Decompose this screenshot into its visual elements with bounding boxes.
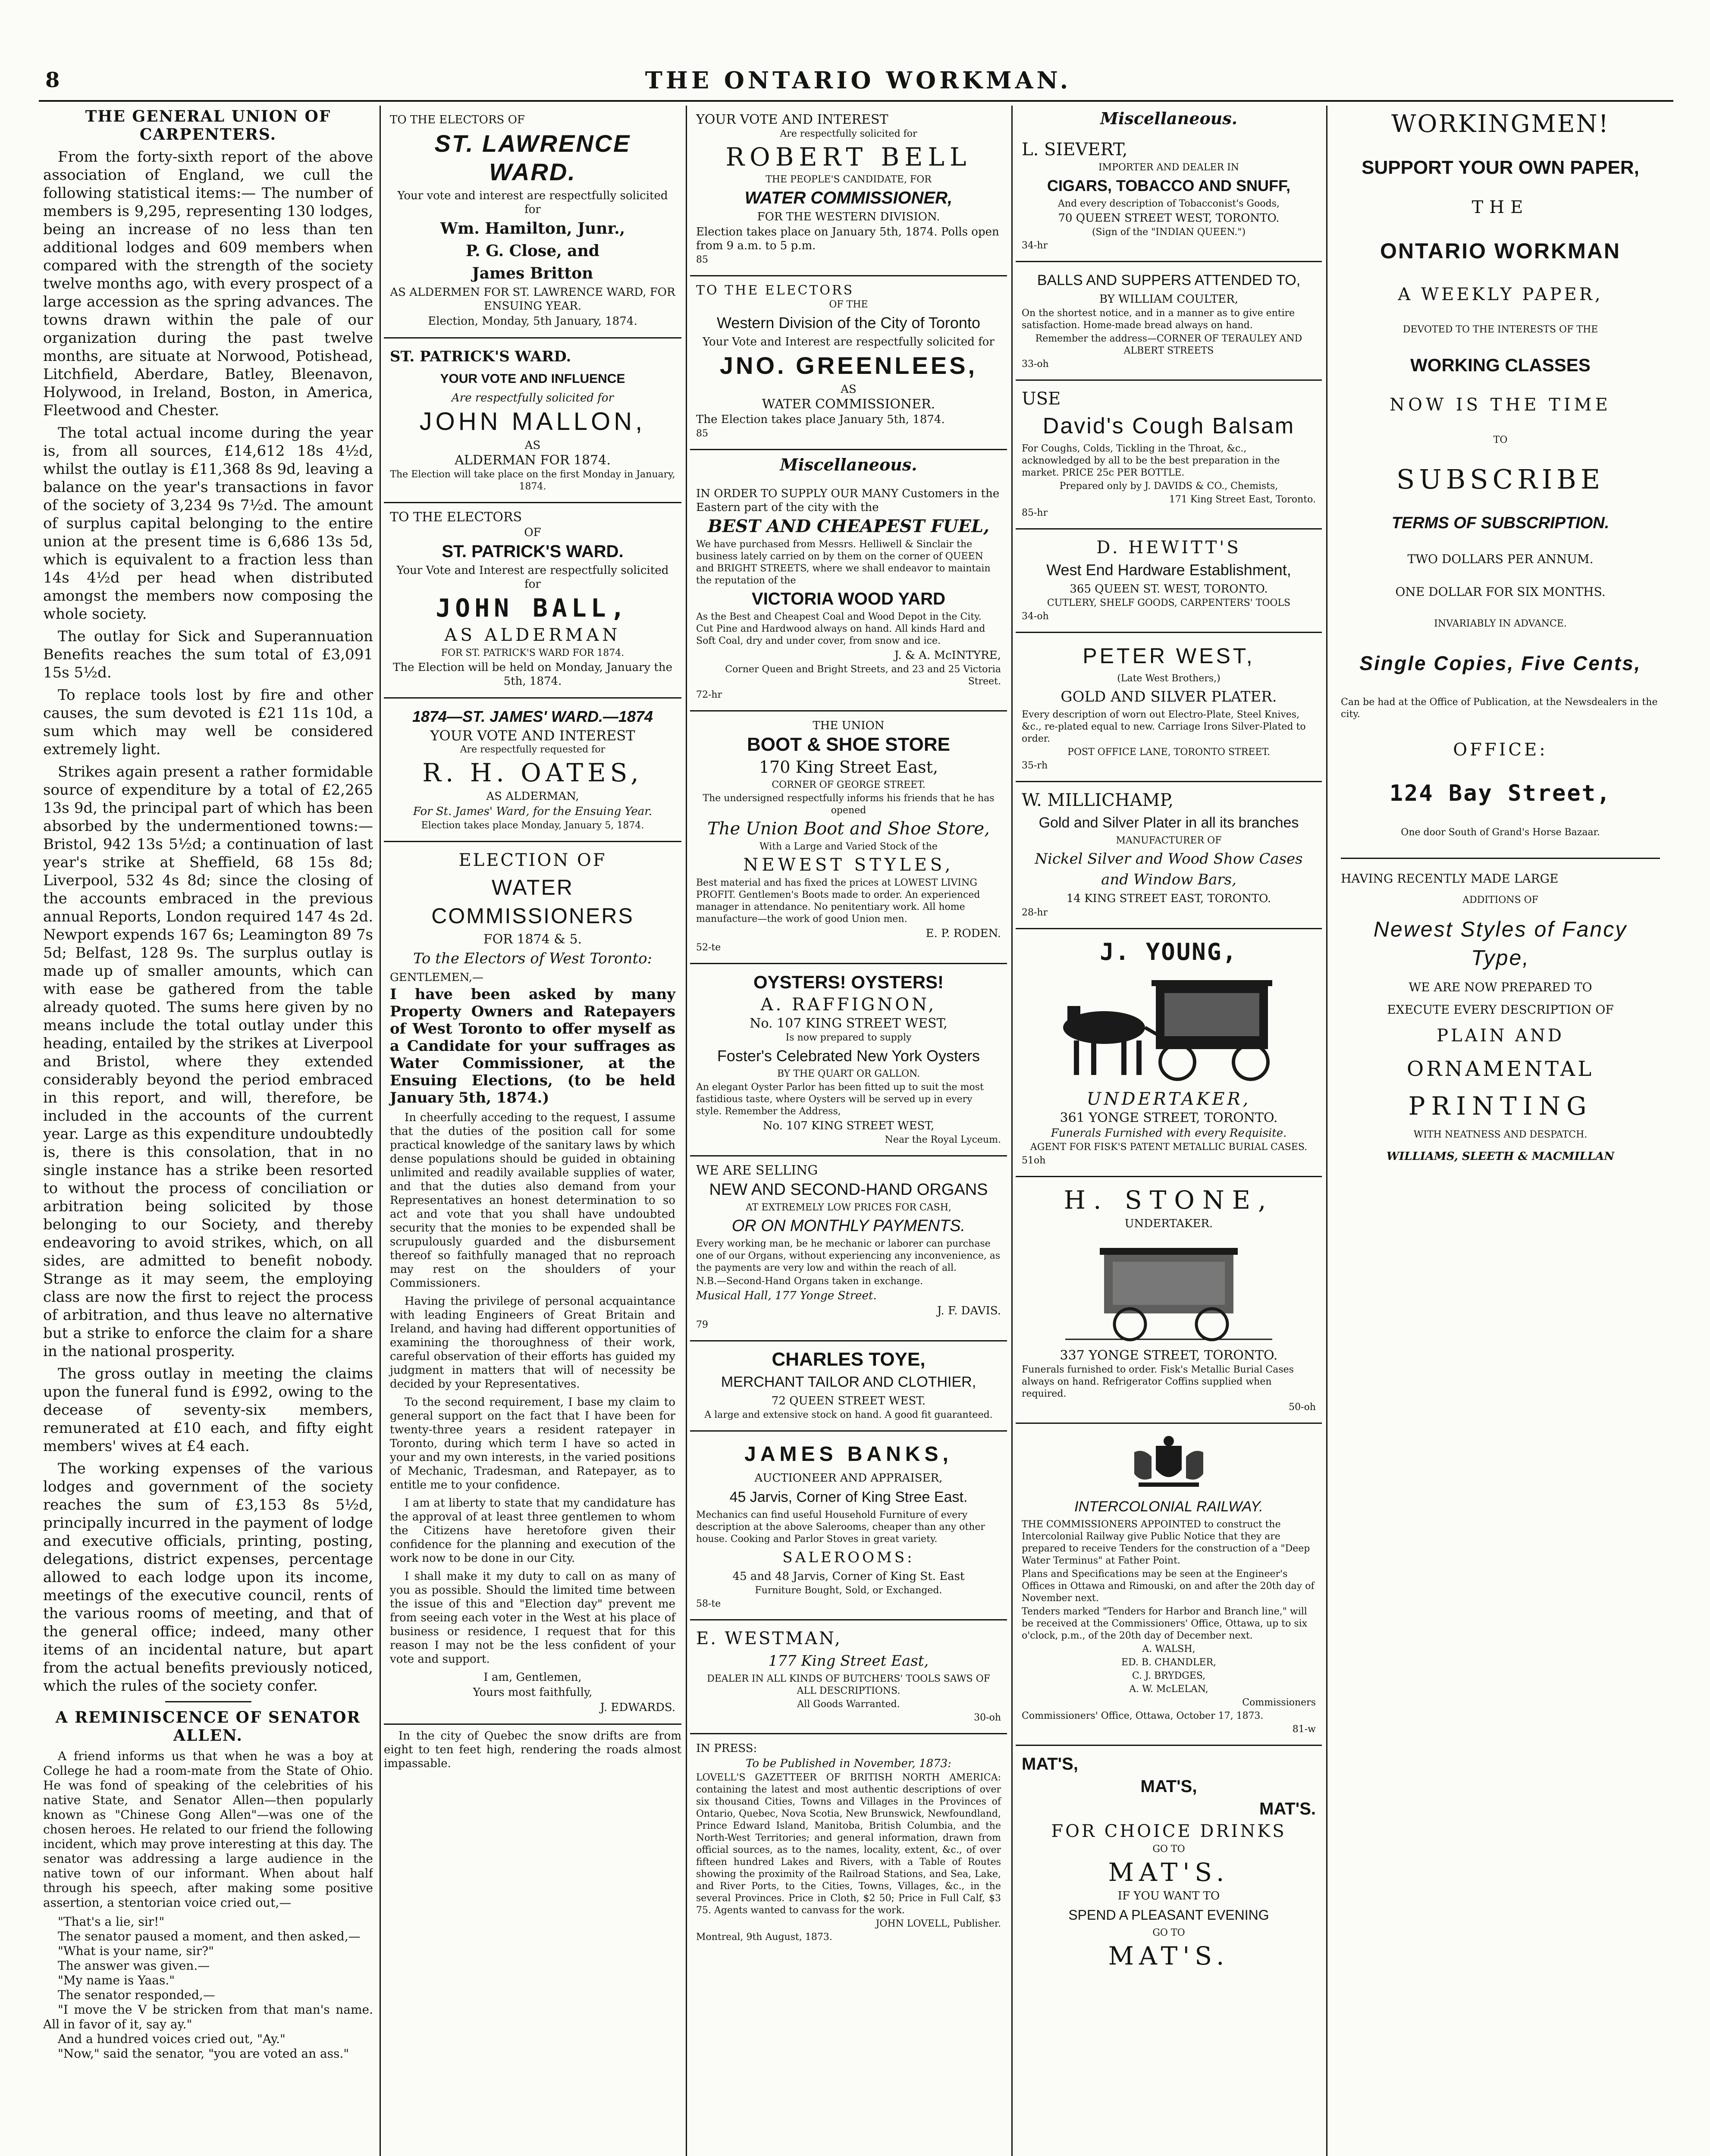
ad-title: ST. PATRICK'S WARD.: [442, 542, 624, 561]
ad-title: MAT'S.: [1108, 1858, 1230, 1887]
ad-line: The Election will be held on Monday, January the 5th, 1874.: [393, 661, 672, 688]
candidate-name: James Britton: [472, 264, 593, 282]
article-paragraph: "I move the V be stricken from that man's name. All in favor of it, say ay.": [43, 2002, 373, 2031]
ad-line: Are respectfully requested for: [460, 744, 606, 755]
masthead: [39, 65, 1678, 99]
ad-millichamp: [1016, 782, 1322, 929]
ad-code: 79: [696, 1319, 708, 1330]
ad-line: Funerals furnished to order. Fisk's Metallic Burial Cases always on hand. Refrigerator Coffins supplied when required.: [1022, 1364, 1294, 1399]
promo-line: HAVING RECENTLY MADE LARGE: [1341, 871, 1559, 886]
ad-line: GO TO: [1152, 1927, 1185, 1938]
ad-line: FOR ST. PATRICK'S WARD FOR 1874.: [441, 648, 624, 658]
ad-title: ST. PATRICK'S WARD.: [390, 348, 571, 365]
article-paragraph: The gross outlay in meeting the claims upon the funeral fund is £992, owing to the decease of seventy-six members, remunerated at £10 each, and fifty eight members' wives at £4 each.: [43, 1365, 373, 1455]
promo-line: WORKING CLASSES: [1410, 355, 1591, 375]
ad-intercolonial-railway: [1016, 1424, 1322, 1746]
ad-line: Election takes place on January 5th, 1874. Polls open from 9 a.m. to 5 p.m.: [696, 226, 999, 252]
ad-line: (Sign of the "INDIAN QUEEN."): [1092, 227, 1246, 238]
column-rule: [1011, 106, 1013, 2156]
promo-title: ONTARIO WORKMAN: [1380, 239, 1621, 263]
ad-line: THE UNION: [813, 719, 885, 732]
ad-title: OR ON MONTHLY PAYMENTS.: [731, 1217, 966, 1235]
article-paragraph: The answer was given.—: [58, 1959, 210, 1973]
column-trade-ads: [1016, 106, 1322, 2156]
ad-coulter: [1016, 262, 1322, 381]
news-item: In the city of Quebec the snow drifts are from eight to ten feet high, rendering the roads almost impassable.: [384, 1730, 681, 1770]
ad-line: I have been asked by many Property Owners and Ratepayers of West Toronto to offer myself as a Candidate for your suffrages as Water Commissioner, at the Ensuing Elections, (to be held January 5th, 1874.): [390, 986, 675, 1106]
promo-line: THE: [1472, 197, 1529, 217]
ad-line: AGENT FOR FISK'S PATENT METALLIC BURIAL CASES.: [1030, 1142, 1308, 1153]
ad-line: As the Best and Cheapest Coal and Wood Depot in the City. Cut Pine and Hardwood always on hand. All kinds Hard and Soft Coal, dry and under cover, from snow and ice.: [696, 611, 985, 646]
ad-line: ALDERMAN FOR 1874.: [455, 453, 611, 468]
promo-line: WE ARE NOW PREPARED TO: [1409, 980, 1592, 994]
ad-line: CIGARS, TOBACCO AND SNUFF,: [1047, 177, 1290, 194]
promo-title: PRINTING: [1408, 1091, 1593, 1121]
promo-line: TERMS OF SUBSCRIPTION.: [1391, 514, 1610, 532]
ad-paragraph: I am at liberty to state that my candidature has the approval of at least three gentlemen to whom the Citizens have heretofore given their confidence for the planning and execution of the work now to be done in our City.: [390, 1497, 675, 1565]
ad-line: Are respectfully solicited for: [452, 392, 614, 404]
ad-james-banks: [690, 1432, 1007, 1620]
ad-union-boot-shoe: [690, 711, 1007, 964]
ad-line: For St. James' Ward, for the Ensuing Year.: [413, 805, 653, 818]
ad-line: WE ARE SELLING: [696, 1163, 818, 1178]
ad-code: 81-w: [1292, 1724, 1316, 1735]
ad-davids-cough-balsam: [1016, 381, 1322, 530]
hearse-engraving: [1057, 1236, 1281, 1344]
ad-line: GENTLEMEN,—: [390, 971, 484, 984]
ad-line: Prepared only by J. DAVIDS & CO., Chemists,: [1059, 481, 1278, 492]
ad-line: FOR 1874 & 5.: [483, 932, 582, 947]
article-heading-senator: A REMINISCENCE OF SENATOR ALLEN.: [55, 1708, 361, 1745]
section-heading-miscellaneous: Miscellaneous.: [1100, 109, 1238, 128]
ad-paragraph: I shall make it my duty to call on as many of you as possible. Should the limited time between the issue of this and "Election day" prevent me from seeing each voter in the West at his place of business or residence, I request that for this reason I may not be the less confident of your vote and support.: [390, 1570, 675, 1666]
ad-title: BALLS AND SUPPERS ATTENDED TO,: [1037, 272, 1301, 288]
ad-sievert: [1016, 132, 1322, 262]
ad-young-undertaker: [1016, 929, 1322, 1177]
ad-line: IN PRESS:: [696, 1742, 757, 1755]
ad-title: H. STONE,: [1064, 1185, 1274, 1215]
ad-line: To be Published in November, 1873:: [746, 1757, 951, 1770]
ad-line: YOUR VOTE AND INFLUENCE: [440, 372, 625, 386]
promo-line: EXECUTE EVERY DESCRIPTION OF: [1387, 1003, 1614, 1017]
ad-line: And every description of Tobacconist's Goods,: [1058, 198, 1280, 209]
ad-greenlees: [690, 276, 1007, 450]
publisher-name: WILLIAMS, SLEETH & MACMILLAN: [1386, 1150, 1615, 1163]
ad-line: YOUR VOTE AND INTEREST: [696, 112, 888, 127]
ad-line: ELECTION OF: [458, 850, 607, 870]
ad-line: TO THE ELECTORS OF: [390, 113, 525, 126]
ad-line: CORNER OF GEORGE STREET.: [772, 780, 926, 790]
ad-line: MERCHANT TAILOR AND CLOTHIER,: [721, 1374, 976, 1390]
coat-of-arms-emblem: [1126, 1435, 1212, 1491]
candidate-name: P. G. Close, and: [466, 242, 599, 260]
ad-mats: [1016, 1746, 1322, 1981]
ad-title: 1874—ST. JAMES' WARD.—1874: [412, 708, 653, 725]
ad-st-patricks-mallon: [384, 338, 681, 503]
ad-title: BEST AND CHEAPEST FUEL,: [707, 516, 990, 536]
ad-charles-toye: [690, 1341, 1007, 1432]
ad-line: AS ALDERMEN FOR ST. LAWRENCE WARD, FOR ENSUING YEAR.: [390, 286, 675, 313]
ad-line: The Union Boot and Shoe Store,: [707, 819, 990, 839]
article-paragraph: "That's a lie, sir!": [58, 1915, 165, 1929]
ad-line: 337 YONGE STREET, TORONTO.: [1060, 1348, 1278, 1363]
promo-line: Single Copies, Five Cents,: [1359, 652, 1641, 674]
ad-line: Tenders marked "Tenders for Harbor and Branch line," will be received at the Commissioners' Office, Ottawa, up to six o'clock, p.m., of the 20th day of December next.: [1022, 1606, 1308, 1641]
ad-line: Commissioners: [1242, 1697, 1316, 1708]
ad-title: E. WESTMAN,: [696, 1629, 842, 1648]
ad-line: BY THE QUART OR GALLON.: [777, 1069, 920, 1079]
ad-line: The undersigned respectfully informs his friends that he has opened: [703, 793, 995, 816]
ad-title: David's Cough Balsam: [1042, 414, 1295, 439]
ad-code: 30-oh: [974, 1712, 1001, 1723]
promo-line: One door South of Grand's Horse Bazaar.: [1401, 827, 1600, 838]
hearse-engraving: [1048, 971, 1290, 1084]
article-paragraph: The senator paused a moment, and then asked,—: [58, 1929, 361, 1943]
ad-line: 170 King Street East,: [759, 758, 938, 777]
ad-title: INTERCOLONIAL RAILWAY.: [1074, 1498, 1263, 1515]
promo-address: 124 Bay Street,: [1389, 780, 1612, 806]
ad-line: An elegant Oyster Parlor has been fitted up to suit the most fastidious taste, where Oysters will be served up in every style. Remember the Address,: [696, 1082, 984, 1117]
ad-line: Yours most faithfully,: [473, 1686, 593, 1699]
signature: J. F. DAVIS.: [937, 1304, 1001, 1317]
commissioner-name: A. WALSH,: [1142, 1644, 1195, 1655]
promo-line: INVARIABLY IN ADVANCE.: [1434, 618, 1567, 629]
ad-line: All Goods Warranted.: [797, 1699, 900, 1710]
ad-line: Election takes place Monday, January 5, 1874.: [421, 820, 644, 831]
article-paragraph: "Now," said the senator, "you are voted an ass.": [58, 2046, 349, 2061]
ad-line: AUCTIONEER AND APPRAISER,: [754, 1472, 943, 1485]
ad-line: For Coughs, Colds, Tickling in the Throat, &c., acknowledged by all to be the best preparation in the market. PRICE 25c PER BOTTLE.: [1022, 443, 1280, 478]
article-paragraph: To replace tools lost by fire and other causes, the sum devoted is £21 11s 10d, a sum which may well be considered extremely light.: [43, 686, 373, 758]
ad-line: Furniture Bought, Sold, or Exchanged.: [755, 1585, 942, 1596]
ad-line: To the Electors of West Toronto:: [413, 950, 653, 967]
ad-code: 28-hr: [1022, 907, 1048, 918]
ad-lovells-gazetteer: [690, 1734, 1007, 1952]
signature: E. P. RODEN.: [926, 927, 1001, 940]
ad-line: BY WILLIAM COULTER,: [1099, 293, 1238, 306]
section-heading-miscellaneous: Miscellaneous.: [780, 455, 917, 474]
ad-code: 50-oh: [1289, 1402, 1316, 1413]
ad-robert-bell: [690, 106, 1007, 276]
ad-title: ST. LAWRENCE WARD.: [434, 130, 631, 185]
column-election-ads: [384, 106, 681, 2156]
ad-line: 14 KING STREET EAST, TORONTO.: [1066, 892, 1271, 905]
ad-line: Montreal, 9th August, 1873.: [696, 1932, 832, 1943]
ad-line: 45 Jarvis, Corner of King Stree East.: [729, 1489, 968, 1505]
ad-title: WATER COMMISSIONER,: [744, 188, 953, 207]
ad-line: SPEND A PLEASANT EVENING: [1068, 1907, 1269, 1923]
column-workman-promo: [1330, 106, 1670, 2156]
masthead-rule: [39, 100, 1673, 102]
ad-title: L. SIEVERT,: [1022, 140, 1128, 160]
ad-line: WATER COMMISSIONER.: [762, 397, 935, 412]
ad-line: FOR THE WESTERN DIVISION.: [757, 210, 940, 223]
ad-line: 177 King Street East,: [768, 1652, 929, 1670]
promo-line: PLAIN AND: [1437, 1026, 1564, 1046]
ad-title: NEW AND SECOND-HAND ORGANS: [709, 1181, 988, 1199]
ad-hewitt-hardware: [1016, 530, 1322, 633]
ad-title: W. MILLICHAMP,: [1022, 790, 1174, 810]
column-articles: [43, 106, 373, 2156]
ad-line: Musical Hall, 177 Yonge Street.: [696, 1289, 877, 1302]
ad-line: UNDERTAKER.: [1124, 1217, 1213, 1230]
ad-line: J. & A. McINTYRE,: [894, 649, 1001, 662]
ad-line: TO THE ELECTORS: [390, 510, 522, 525]
ad-line: I am, Gentlemen,: [483, 1671, 582, 1684]
article-heading-carpenters: THE GENERAL UNION OF CARPENTERS.: [85, 107, 331, 144]
ad-title: BOOT & SHOE STORE: [747, 734, 951, 755]
article-paragraph: The senator responded,—: [58, 1988, 215, 2002]
ad-line: A. RAFFIGNON,: [760, 995, 937, 1015]
ad-line: No. 107 KING STREET WEST,: [762, 1119, 935, 1132]
promo-line: Newest Styles of Fancy Type,: [1373, 917, 1628, 970]
ad-code: 35-rh: [1022, 760, 1048, 771]
ad-code: 51oh: [1022, 1155, 1046, 1166]
promo-line: A WEEKLY PAPER,: [1398, 285, 1603, 304]
article-paragraph: "What is your name, sir?": [58, 1944, 214, 1958]
promo-line: ORNAMENTAL: [1406, 1057, 1594, 1081]
ad-line: MANUFACTURER OF: [1116, 835, 1222, 846]
article-paragraph: The outlay for Sick and Superannuation Benefits reaches the sum total of £3,091 15s 5½d.: [43, 628, 373, 681]
ad-westman: [690, 1620, 1007, 1734]
ad-line: (Late West Brothers,): [1117, 673, 1221, 684]
article-paragraph: A friend informs us that when he was a boy at College he had a room-mate from the State of Ohio. He was fond of speaking of the celebrities of his native State, and Senator Allen—then popularly known as "Chinese Gong Allen"—was one of the chosen heroes. He related to our friend the following incident, which may prove interesting at this day. The senator was addressing a large audience in the native town of our informant. When about half through his speech, after making some positive assertion, a stentorian voice cried out,—: [43, 1749, 373, 1910]
ad-code: 33-oh: [1022, 359, 1049, 370]
candidate-name: JNO. GREENLEES,: [719, 352, 978, 379]
article-paragraph: "My name is Yaas.": [58, 1973, 175, 1987]
ad-line: AS ALDERMAN,: [486, 790, 579, 803]
ad-line: The Election will take place on the first Monday in January, 1874.: [390, 469, 675, 492]
ad-title: J. YOUNG,: [1100, 938, 1238, 965]
candidate-name: ROBERT BELL: [725, 142, 972, 172]
ad-line: AS ALDERMAN: [444, 625, 621, 645]
article-paragraph: From the forty-sixth report of the above association of England, we cull the following statistical items:— The number of members is 9,295, representing 130 lodges, being an increase of no less than ten additional lodges and 609 members when compared with the strength of the society twelve months ago, with every prospect of a large accession as the spring advances. The towns drawn within the pale of our organization during the past twelve months, are situate at Norwood, Potishead, Litchfield, Aberdare, Batley, Bleenavon, Holywood, in Ireland, Boston, in America, Fleetwood and Chester.: [43, 148, 373, 419]
ad-line: OF THE: [829, 299, 868, 310]
ad-line: On the shortest notice, and in a manner as to give entire satisfaction. Home-made bread always on hand.: [1022, 308, 1295, 331]
ad-line: Commissioners' Office, Ottawa, October 17, 1873.: [1022, 1711, 1264, 1721]
ad-oysters: [690, 964, 1007, 1156]
ad-line: THE PEOPLE'S CANDIDATE, FOR: [766, 174, 932, 185]
ad-line: 365 QUEEN ST. WEST, TORONTO.: [1070, 583, 1268, 595]
promo-line: ADDITIONS OF: [1462, 895, 1538, 906]
promo-line: OFFICE:: [1453, 740, 1548, 760]
commissioner-name: ED. B. CHANDLER,: [1121, 1657, 1217, 1668]
ad-line: Mechanics can find useful Household Furniture of every description at the above Salerooms, cheaper than any other house. Cooking and Parlor Stoves in great variety.: [696, 1510, 985, 1545]
ad-title: MAT'S.: [1108, 1941, 1230, 1971]
ad-line: A large and extensive stock on hand. A good fit guaranteed.: [704, 1410, 993, 1420]
ad-organs: [690, 1156, 1007, 1341]
ad-title: MAT'S,: [1022, 1755, 1078, 1774]
ad-line: Are respectfully solicited for: [780, 128, 917, 139]
ad-line: SALEROOMS:: [782, 1549, 915, 1566]
ad-code: 85-hr: [1022, 508, 1048, 518]
ad-title: OYSTERS! OYSTERS!: [753, 972, 944, 992]
newspaper-title: THE ONTARIO WORKMAN.: [645, 66, 1072, 94]
ad-line: POST OFFICE LANE, TORONTO STREET.: [1067, 747, 1270, 758]
ad-title: D. HEWITT'S: [1096, 538, 1241, 558]
promo-line: Can be had at the Office of Publication, at the Newsdealers in the city.: [1341, 697, 1658, 720]
ad-line: GOLD AND SILVER PLATER.: [1061, 688, 1277, 705]
commissioner-name: A. W. McLELAN,: [1129, 1684, 1208, 1695]
ad-title: JAMES BANKS,: [744, 1443, 953, 1466]
promo-headline: WORKINGMEN!: [1391, 110, 1610, 138]
article-paragraph: And a hundred voices cried out, "Ay.": [58, 2032, 286, 2046]
ad-line: TO THE ELECTORS: [696, 283, 854, 298]
ad-st-patricks-ball: [384, 503, 681, 699]
ad-line: West End Hardware Establishment,: [1046, 561, 1291, 579]
ad-title: MAT'S.: [1259, 1799, 1316, 1818]
ad-title: PETER WEST,: [1082, 644, 1255, 668]
ad-title: MAT'S,: [1140, 1777, 1197, 1796]
ad-line: 171 King Street East, Toronto.: [1169, 494, 1316, 505]
ad-code: 85: [696, 254, 708, 265]
ad-code: 52-te: [696, 942, 721, 953]
promo-line: SUPPORT YOUR OWN PAPER,: [1362, 157, 1639, 178]
ad-line: AS: [841, 383, 857, 396]
column-rule: [1326, 106, 1327, 2156]
ad-line: Best material and has fixed the prices at LOWEST LIVING PROFIT. Gentlemen's Boots made to order. An experienced manager in attendance. No penitentiary work. All home manufacture—the work of good Union men.: [696, 877, 980, 924]
ad-code: 85: [696, 428, 708, 439]
commissioner-name: C. J. BRYDGES,: [1132, 1670, 1206, 1681]
candidate-name: JOHN BALL,: [436, 593, 630, 623]
promo-line: NOW IS THE TIME: [1390, 395, 1611, 415]
ad-line: DEALER IN ALL KINDS OF BUTCHERS' TOOLS SAWS OF ALL DESCRIPTIONS.: [707, 1673, 990, 1696]
ad-line: Every description of worn out Electro-Plate, Steel Knives, &c., re-plated equal to new. Carriage Irons Silver-Plated to order.: [1022, 709, 1306, 744]
column-rule: [686, 106, 687, 2156]
ad-line: Corner Queen and Bright Streets, and 23 and 25 Victoria Street.: [725, 664, 1001, 687]
ad-title: WATER COMMISSIONERS: [431, 875, 634, 928]
article-paragraph: Strikes again present a rather formidable source of expenditure by a total of £2,265 13s 9d, the principal part of which has been absorbed by the undermentioned towns:—Bristol, 942 13s 5½d; a continuation of last year's strike at Sheffield, 68 15s 8d; Liverpool, 532 4s 8d; since the closing of the accounts embraced in the previous annual Reports, London required 147 4s 2d. Newport expends 167 6s; Leamington 89 7s 5d; Belfast, 128 9s. The surplus outlay is made up of smaller amounts, which can with ease be gathered from the table already quoted. The sums here given by no means include the total outlay under this heading, entailed by the strikes at Liverpool and Bristol, where they extended considerably beyond the period embraced in this report, and will, therefore, be included in the accounts of the current year. Large as this expenditure undoubtedly is, there is this consolation, that in no single instance has a strike been resorted to without the process of conciliation or arbitration being solicited by those belonging to our Society, and thereby endeavoring to avoid strikes, which, on all sides, are admitted to benefit nobody. Strange as it may seem, the employing class are now the first to reject the process of arbitration, and thus leave no alternative but a strike to enforce the claim for a share in the national prosperity.: [43, 763, 373, 1360]
ad-line: USE: [1022, 389, 1061, 409]
promo-line: DEVOTED TO THE INTERESTS OF THE: [1403, 324, 1598, 335]
ad-line: Every working man, be he mechanic or laborer can purchase one of our Organs, without experiencing any inconvenience, as the payments are very low and within the reach of all.: [696, 1238, 1001, 1273]
divider: [384, 1724, 681, 1725]
ad-line: IMPORTER AND DEALER IN: [1098, 162, 1239, 173]
signature: J. EDWARDS.: [600, 1701, 675, 1714]
ad-line: AS: [524, 439, 541, 452]
ad-line: Election, Monday, 5th January, 1874.: [428, 315, 637, 328]
ad-line: The Election takes place January 5th, 1874.: [696, 413, 945, 426]
ad-line: N.B.—Second-Hand Organs taken in exchange.: [696, 1276, 923, 1287]
ad-line: Gold and Silver Plater in all its branches: [1039, 815, 1299, 831]
ad-line: IF YOU WANT TO: [1117, 1890, 1220, 1902]
promo-line: ONE DOLLAR FOR SIX MONTHS.: [1395, 585, 1606, 599]
ad-line: FOR CHOICE DRINKS: [1051, 1821, 1286, 1841]
column-rule: [380, 106, 381, 2156]
ad-line: CUTLERY, SHELF GOODS, CARPENTERS' TOOLS: [1047, 598, 1291, 608]
ad-line: Near the Royal Lyceum.: [885, 1134, 1001, 1145]
candidate-name: R. H. OATES,: [422, 758, 643, 787]
ad-st-lawrence-ward: [384, 106, 681, 338]
ad-code: 58-te: [696, 1598, 721, 1609]
article-paragraph: The total actual income during the year is, from all sources, £14,612 18s 4½d, whilst the outlay is £11,368 8s 9d, leaving a balance on the year's transactions in favor of the society of 3,234 9s 7½d. The amount of surplus capital belonging to the entire union at the present time is 6,686 13s 5d, which is equivalent to a fraction less than 14s 4½d per head when distributed amongst the members now composing the whole society.: [43, 424, 373, 623]
ad-paragraph: To the second requirement, I base my claim to general support on the fact that I have been for twenty-three years a resident ratepayer in Toronto, during which term I have so acted in your and my own interests, in the varied positions of Mechanic, Tradesman, and Ratepayer, as to entitle me to your confidence.: [390, 1396, 675, 1492]
ad-line: 72 QUEEN STREET WEST.: [771, 1395, 926, 1407]
ad-line: Funerals Furnished with every Requisite.: [1051, 1127, 1287, 1140]
ad-line: Is now prepared to supply: [785, 1032, 912, 1043]
candidate-name: JOHN MALLON,: [419, 407, 646, 436]
ad-code: 34-hr: [1022, 240, 1048, 251]
promo-title: SUBSCRIBE: [1396, 464, 1605, 495]
ad-line: UNDERTAKER,: [1086, 1089, 1251, 1109]
promo-line: WITH NEATNESS AND DESPATCH.: [1413, 1129, 1588, 1140]
ad-line: Your Vote and Interest are respectfully solicited for: [396, 564, 669, 591]
ad-line: IN ORDER TO SUPPLY OUR MANY Customers in the Eastern part of the city with the: [696, 487, 1000, 514]
ad-line: Your vote and interest are respectfully solicited for: [397, 189, 668, 216]
ad-line: Plans and Specifications may be seen at the Engineer's Offices in Ottawa and Rimouski, on and after the 20th day of November next.: [1022, 1569, 1315, 1604]
ad-line: GO TO: [1152, 1844, 1185, 1855]
ad-line: OF: [524, 526, 541, 539]
column-business-ads: [690, 106, 1007, 2156]
ad-line: Foster's Celebrated New York Oysters: [717, 1047, 980, 1065]
ad-title: CHARLES TOYE,: [772, 1349, 926, 1370]
ad-line: AT EXTREMELY LOW PRICES FOR CASH,: [746, 1202, 951, 1213]
page-number: 8: [45, 68, 60, 92]
ad-line: We have purchased from Messrs. Helliwell & Sinclair the business lately carried on by them on the corner of QUEEN and BRIGHT STREETS, where we shall endeavor to maintain the reputation of the: [696, 539, 991, 586]
ad-line: NEWEST STYLES,: [743, 855, 954, 875]
ad-line: 45 and 48 Jarvis, Corner of King St. East: [732, 1570, 965, 1583]
ad-line: 70 QUEEN STREET WEST, TORONTO.: [1058, 212, 1280, 225]
ad-line: 361 YONGE STREET, TORONTO.: [1060, 1110, 1278, 1125]
ad-water-commissioners: [384, 842, 681, 1724]
ad-paragraph: Having the privilege of personal acquaintance with leading Engineers of Great Britain and Ireland, and having had different opportunities of examining the thoroughness of their work, careful observation of their efforts has guided my judgment in matters that will of necessity be decided by your Representatives.: [390, 1295, 675, 1391]
ad-code: 72-hr: [696, 689, 722, 700]
ad-title: Western Division of the City of Toronto: [717, 314, 980, 332]
article-paragraph: The working expenses of the various lodges and government of the society reaches the sum of £3,153 8s 5½d, principally incurred in the payment of lodge and executive officials, printing, posting, delegations, district expenses, percentage allowed to each lodge upon its income, meetings of the executive council, rents of the various rooms of meeting, and that of the general office; indeed, many other items of an incidental nature, but apart from the actual benefits previously noticed, which the rules of the society confer.: [43, 1460, 373, 1695]
ad-line: No. 107 KING STREET WEST,: [750, 1016, 948, 1031]
ad-title: VICTORIA WOOD YARD: [752, 589, 945, 608]
promo-line: TWO DOLLARS PER ANNUM.: [1407, 552, 1594, 566]
ad-line: THE COMMISSIONERS APPOINTED to construct the Intercolonial Railway give Public Notice that they are prepared to receive Tenders for the construction of a "Deep Water Terminus" at Father Point.: [1022, 1519, 1310, 1566]
divider: [1341, 858, 1660, 859]
promo-line: TO: [1493, 435, 1508, 445]
divider: [165, 1701, 251, 1702]
ad-peter-west: [1016, 633, 1322, 782]
ad-victoria-wood-yard: [690, 479, 1007, 711]
candidate-name: Wm. Hamilton, Junr.,: [440, 219, 625, 238]
ad-code: 34-oh: [1022, 611, 1049, 622]
ad-line: YOUR VOTE AND INTEREST: [430, 727, 635, 744]
signature: JOHN LOVELL, Publisher.: [875, 1918, 1001, 1929]
ad-line: With a Large and Varied Stock of the: [759, 841, 938, 852]
ad-line: Remember the address—CORNER OF TERAULEY AND ALBERT STREETS: [1035, 333, 1302, 356]
ad-line: Nickel Silver and Wood Show Cases and Window Bars,: [1035, 850, 1303, 888]
ad-line: Your Vote and Interest are respectfully solicited for: [703, 335, 995, 348]
ad-line: LOVELL'S GAZETTEER OF BRITISH NORTH AMERICA: containing the latest and most authentic descriptions of over six thousand Cities, Towns and Villages in the Provinces of Ontario, Quebec, Nova Scotia, New Brunswick, Newfoundland, Prince Edward Island, Manitoba, British Columbia, and the North-West Territories; and general information, drawn from official sources, as to the names, locality, extent, &c., of over fifteen hundred Lakes and Rivers, with a Table of Routes showing the proximity of the Railroad Stations, and Sea, Lake, and River Ports, to the Cities, Towns, Villages, &c., in the several Provinces. Price in Cloth, $2 50; Price in Full Calf, $3 75. Agents wanted to canvass for the work.: [696, 1772, 1001, 1916]
ad-st-james-ward: [384, 699, 681, 842]
ad-paragraph: In cheerfully acceding to the request, I assume that the duties of the position call for some practical knowledge of the sanitary laws by which dense populations should be guided in obtaining unlimited and readily available supplies of water, and that the duties also demand from your Representatives an honest determination to so act and vote that you shall have undoubted security that the monies to be expended shall be scrupulously guarded and the disbursement thereof so faithfully managed that no reproach may rest on the shoulders of your Commissioners.: [390, 1111, 675, 1290]
ad-stone-undertaker: [1016, 1177, 1322, 1424]
